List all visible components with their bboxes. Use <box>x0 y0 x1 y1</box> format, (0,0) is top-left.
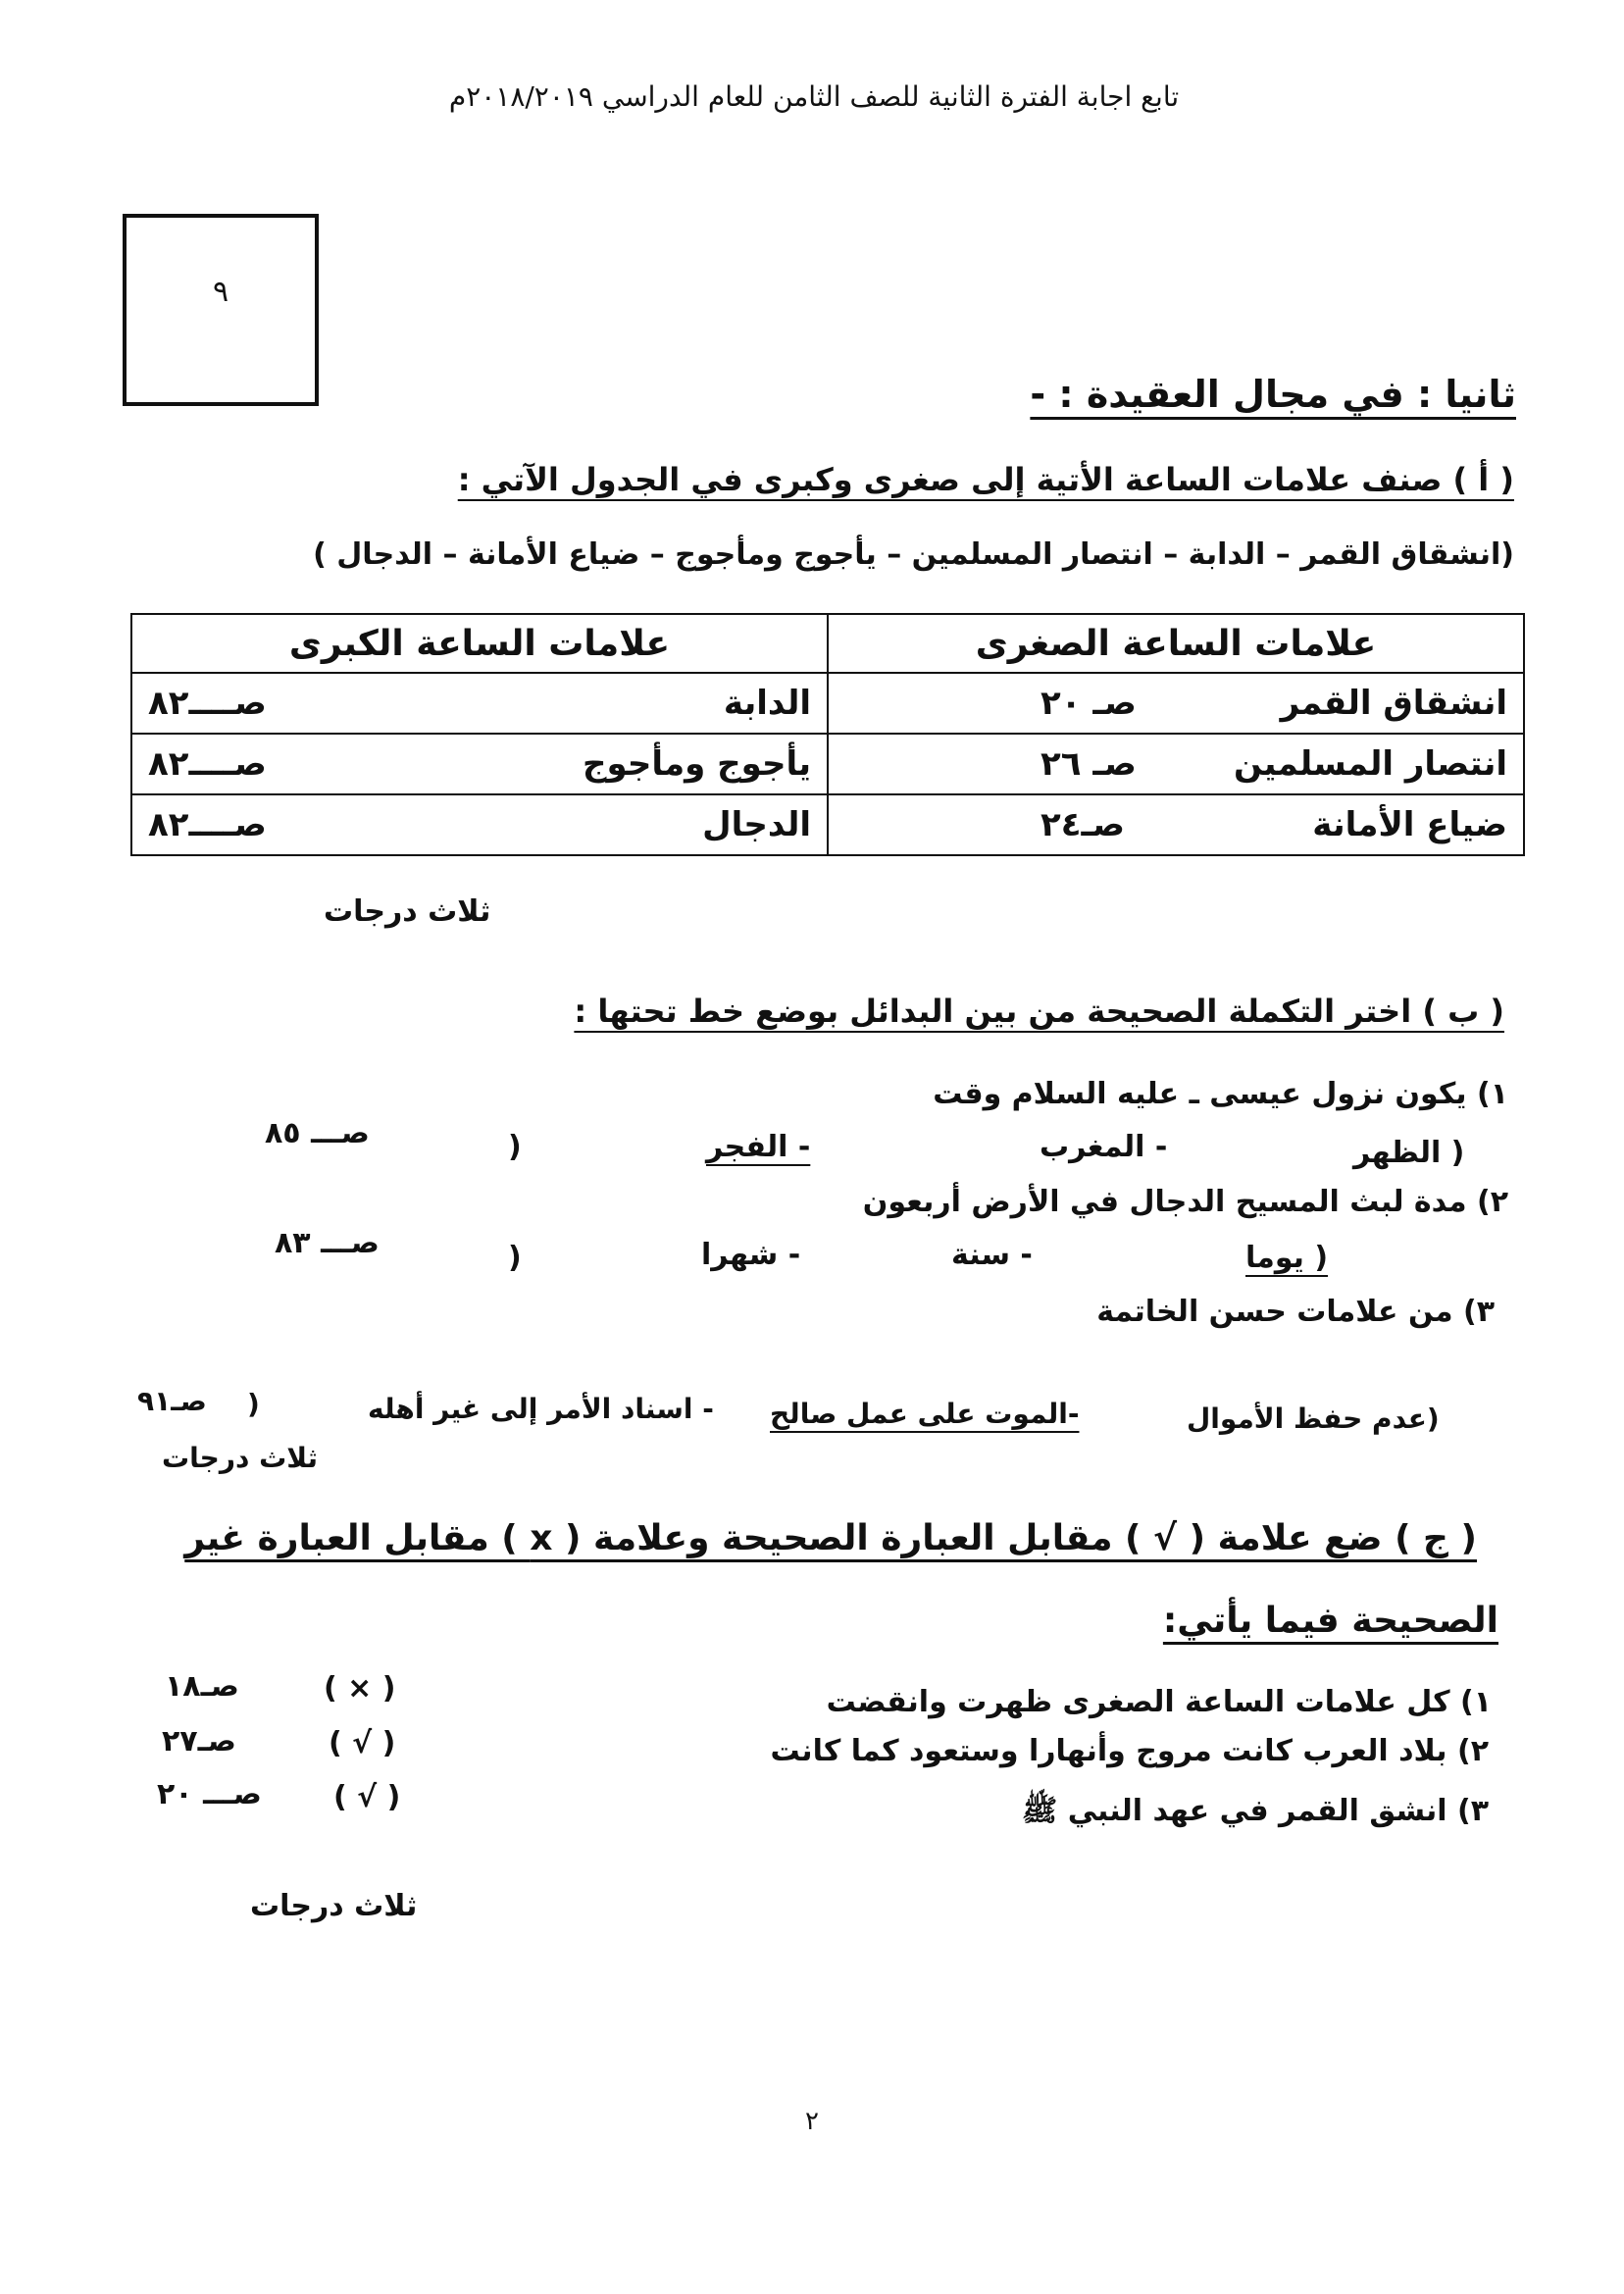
part-c-instruction-line2: الصحيحة فيما يأتي: <box>1162 1601 1498 1641</box>
major-page: صــــ٨٢ <box>148 744 267 784</box>
tf-item-3-mark: ( √ ) <box>333 1780 401 1814</box>
col-minor-header: علامات الساعة الصغرى <box>828 614 1524 673</box>
col-major-header: علامات الساعة الكبرى <box>131 614 828 673</box>
minor-page: صـ٢٤ <box>1040 805 1125 844</box>
major-sign: الدجال <box>702 805 811 844</box>
tf-item-3-text: ٣) انشق القمر في عهد النبي ﷺ <box>1022 1794 1489 1828</box>
part-c-instruction-line1: ( ج ) ضع علامة ( √ ) مقابل العبارة الصحيحة وعلامة ( x ) مقابل العبارة غير <box>184 1518 1477 1558</box>
signs-table <box>130 613 1525 856</box>
table-row <box>131 794 1524 855</box>
q1-close-paren: ) <box>508 1130 522 1164</box>
score-value: ٩ <box>212 275 229 309</box>
q2-option-1-correct: ( يوما <box>1245 1241 1329 1275</box>
table-row <box>131 734 1524 794</box>
major-cell <box>131 734 828 794</box>
minor-sign: انشقاق القمر <box>1280 684 1507 723</box>
q1-option-open: ( الظهر <box>1353 1136 1465 1170</box>
table-header-row <box>131 614 1524 673</box>
score-box <box>123 214 319 406</box>
tf-item-2-text: ٢) بلاد العرب كانت مروج وأنهارا وستعود كما كانت <box>770 1734 1489 1768</box>
q1-page: صـــ ٨٥ <box>265 1116 370 1150</box>
major-sign: الدابة <box>723 684 811 723</box>
major-sign: يأجوج ومأجوج <box>583 744 811 784</box>
page-header: تابع اجابة الفترة الثانية للصف الثامن للعام الدراسي ٢٠١٨/٢٠١٩م <box>448 80 1180 113</box>
tf-item-2-mark: ( √ ) <box>329 1726 396 1760</box>
minor-cell <box>828 673 1524 734</box>
major-cell <box>131 794 828 855</box>
q3-option-3: - اسناد الأمر إلى غير أهله <box>368 1393 714 1425</box>
q1-option-2: - المغرب <box>1040 1130 1168 1164</box>
major-page: صــــ٨٢ <box>148 805 267 844</box>
q3-option-2-correct: -الموت على عمل صالح <box>770 1398 1080 1430</box>
q3-close-paren: ) <box>247 1388 260 1420</box>
minor-cell <box>828 734 1524 794</box>
question-2-text: ٢) مدة لبث المسيح الدجال في الأرض أربعون <box>862 1185 1508 1219</box>
major-page: صــــ٨٢ <box>148 684 267 723</box>
q2-option-2: - سنة <box>951 1238 1033 1272</box>
q2-page: صـــ ٨٣ <box>275 1226 380 1260</box>
tf-item-1-mark: ( × ) <box>324 1671 396 1706</box>
tf-item-1-text: ١) كل علامات الساعة الصغرى ظهرت وانقضت <box>826 1685 1492 1719</box>
tf-item-1-page: صـ١٨ <box>165 1669 239 1704</box>
section-title: ثانيا : في مجال العقيدة : - <box>1030 373 1516 416</box>
q3-option-1: (عدم حفظ الأموال <box>1187 1402 1440 1435</box>
minor-sign: انتصار المسلمين <box>1234 744 1507 784</box>
tf-item-3-page: صـــ ٢٠ <box>157 1777 262 1811</box>
minor-sign: ضياع الأمانة <box>1312 805 1507 844</box>
question-3-text: ٣) من علامات حسن الخاتمة <box>1096 1295 1495 1329</box>
q1-option-3-correct: - الفجر <box>706 1130 811 1164</box>
q3-page: صـ٩١ <box>137 1385 207 1417</box>
minor-page: صـ ٢٠ <box>1040 684 1137 723</box>
part-c-score: ثلاث درجات <box>250 1889 418 1923</box>
minor-page: صـ ٢٦ <box>1040 744 1137 784</box>
table-row <box>131 673 1524 734</box>
question-1-text: ١) يكون نزول عيسى ـ عليه السلام وقت <box>933 1077 1508 1111</box>
tf-item-2-page: صـ٢٧ <box>162 1724 236 1759</box>
page-number: ٢ <box>805 2107 819 2136</box>
part-b-score: ثلاث درجات <box>162 1442 318 1474</box>
major-cell <box>131 673 828 734</box>
q2-option-3: - شهرا <box>701 1238 801 1272</box>
part-a-score: ثلاث درجات <box>324 894 491 929</box>
minor-cell <box>828 794 1524 855</box>
part-a-choices: (انشقاق القمر – الدابة – انتصار المسلمين – يأجوج ومأجوج – ضياع الأمانة – الدجال ) <box>313 537 1514 572</box>
q2-close-paren: ) <box>508 1241 522 1275</box>
part-b-instruction: ( ب ) اختر التكملة الصحيحة من بين البدائل بوضع خط تحتها : <box>574 993 1504 1030</box>
part-a-instruction: ( أ ) صنف علامات الساعة الأتية إلى صغرى وكبرى في الجدول الآتي : <box>457 461 1514 498</box>
